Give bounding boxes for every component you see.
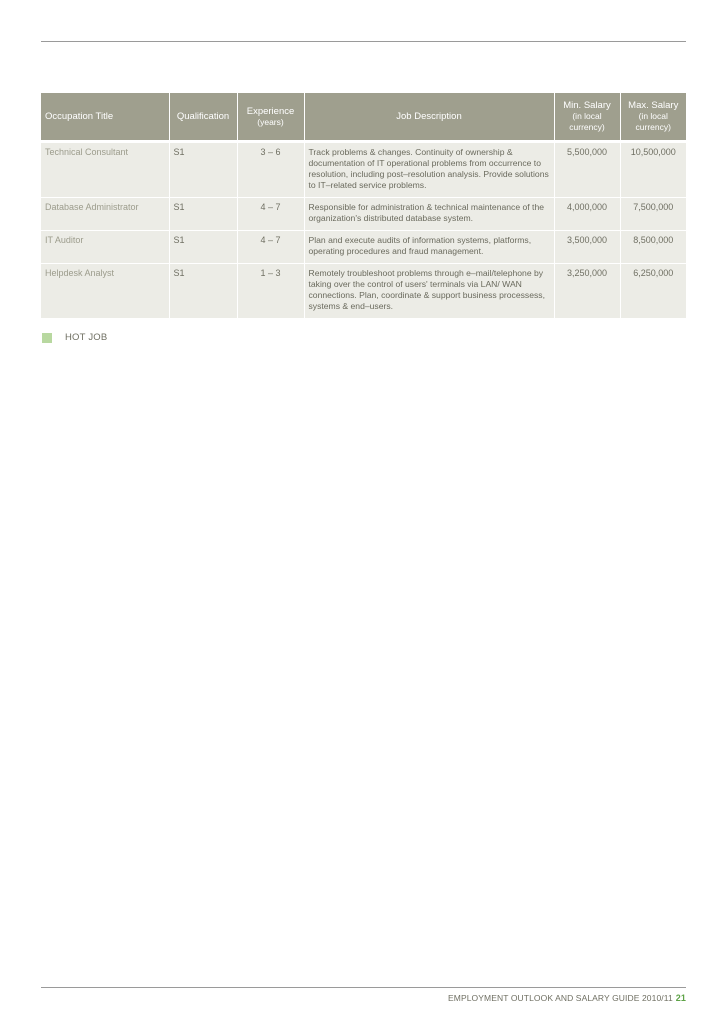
bottom-rule [41,987,686,988]
qualification-cell: S1 [169,198,237,231]
description-cell: Remotely troubleshoot problems through e–mail/telephone by taking over the control of users' terminals via LAN/ WAN connections. Plan, coordinate & support business processess, systems & end–users. [304,264,554,319]
header-max-salary-label: Max. Salary [628,100,679,111]
occupation-title: IT Auditor [41,231,169,264]
experience-cell: 4 – 7 [237,198,304,231]
header-experience-label: Experience [246,105,295,117]
header-min-salary-label: Min. Salary [563,100,611,111]
table-row [41,231,686,264]
experience-cell: 1 – 3 [237,264,304,319]
experience-cell: 4 – 7 [237,231,304,264]
description-cell: Responsible for administration & technical maintenance of the organization's distributed database system. [304,198,554,231]
max-salary-cell: 6,250,000 [620,264,686,319]
table-row [41,143,686,198]
max-salary-cell: 7,500,000 [620,198,686,231]
description-cell: Plan and execute audits of information systems, platforms, operating procedures and fraud management. [304,231,554,264]
min-salary-cell: 3,500,000 [554,231,620,264]
table-row [41,264,686,319]
table-row [41,198,686,231]
header-experience-unit: (years) [257,116,284,127]
experience-cell: 3 – 6 [237,143,304,198]
qualification-cell: S1 [169,143,237,198]
hot-job-legend [42,332,107,343]
qualification-cell: S1 [169,231,237,264]
hot-job-label: HOT JOB [65,332,108,343]
min-salary-cell: 5,500,000 [554,143,620,198]
header-min-salary [554,93,620,140]
hot-job-swatch [42,333,52,343]
header-max-salary [620,93,686,140]
salary-table [41,93,686,319]
header-experience [237,93,304,140]
occupation-title: Technical Consultant [41,143,169,198]
page-number: 21 [675,993,686,1003]
description-cell: Track problems & changes. Continuity of ownership & documentation of IT operational problems from occurrence to resolution, including post–resolution analysis. Provide solutions to IT–related service problems. [304,143,554,198]
min-salary-cell: 4,000,000 [554,198,620,231]
header-max-salary-unit: (in local currency) [635,111,671,132]
table-header-row [41,93,686,140]
max-salary-cell: 8,500,000 [620,231,686,264]
header-occupation: Occupation Title [41,93,169,140]
header-qualification: Qualification [169,93,237,140]
header-min-salary-unit: (in local currency) [569,111,605,132]
max-salary-cell: 10,500,000 [620,143,686,198]
header-description: Job Description [304,93,554,140]
min-salary-cell: 3,250,000 [554,264,620,319]
page-footer [448,993,686,1003]
top-rule [41,41,686,42]
qualification-cell: S1 [169,264,237,319]
occupation-title: Database Administrator [41,198,169,231]
occupation-title: Helpdesk Analyst [41,264,169,319]
footer-title: EMPLOYMENT OUTLOOK AND SALARY GUIDE 2010/11 [448,993,673,1003]
